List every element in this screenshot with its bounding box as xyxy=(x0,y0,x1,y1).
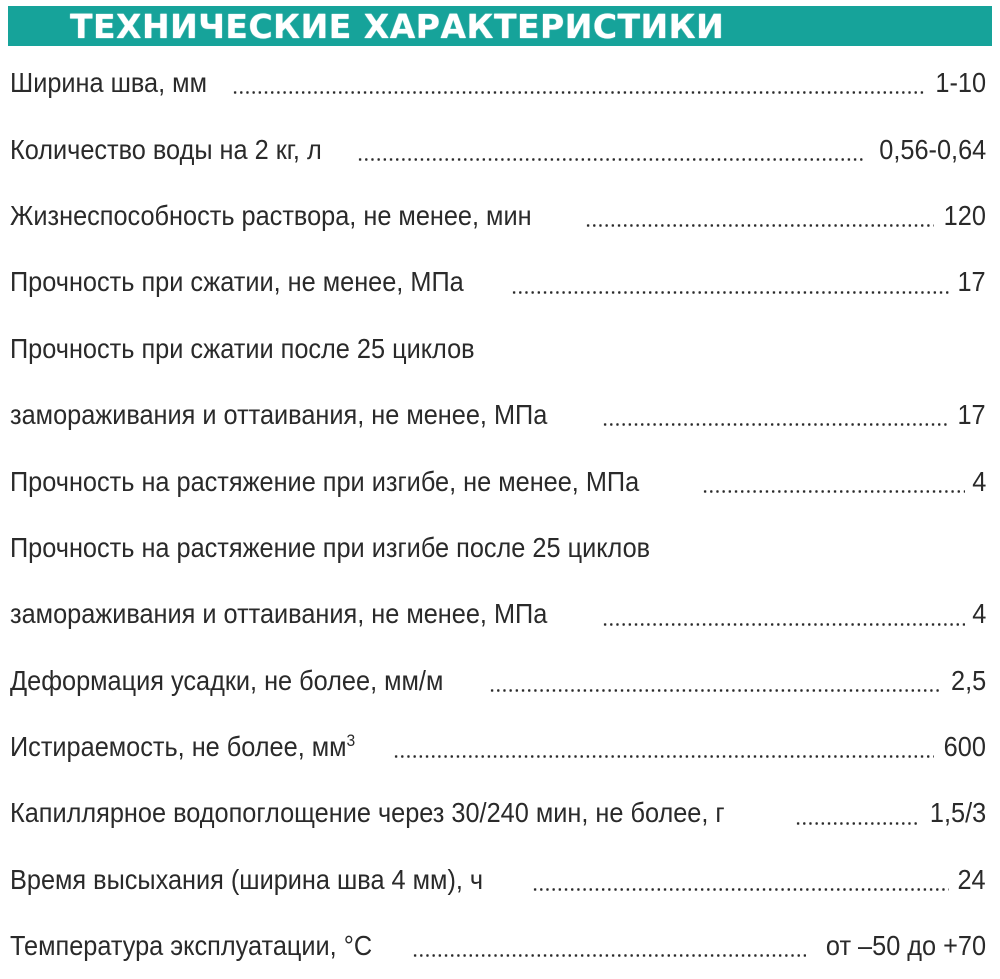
spec-value: 4 xyxy=(971,465,986,497)
spec-row-flexural-strength xyxy=(10,448,986,514)
spec-label-wrap xyxy=(10,730,355,764)
spec-value: 120 xyxy=(943,199,986,231)
spec-label: Количество воды на 2 кг, л xyxy=(10,133,322,165)
spec-value: 1-10 xyxy=(935,67,986,99)
spec-row-abrasion xyxy=(10,714,986,780)
spec-label: Истираемость, не более, мм xyxy=(10,731,347,763)
spec-label: Время высыхания (ширина шва 4 мм), ч xyxy=(10,863,484,895)
spec-label: Капиллярное водопоглощение через 30/240 мин, не более, г xyxy=(10,797,725,829)
dot-leader xyxy=(489,689,942,692)
spec-value: 4 xyxy=(971,598,986,630)
dot-leader xyxy=(393,755,934,758)
dot-leader xyxy=(795,822,919,825)
spec-label: Температура эксплуатации, °С xyxy=(10,930,373,962)
spec-row-pot-life xyxy=(10,183,986,249)
dot-leader xyxy=(232,91,925,94)
spec-row-operating-temperature xyxy=(10,913,986,979)
spec-label: замораживания и оттаивания, не менее, МПа xyxy=(10,399,548,431)
spec-label: Деформация усадки, не более, мм/м xyxy=(10,664,444,696)
spec-row-compressive-strength xyxy=(10,249,986,315)
spec-value: 1,5/3 xyxy=(929,797,986,829)
spec-row-water-amount xyxy=(10,116,986,182)
spec-value: 17 xyxy=(957,399,986,431)
dot-leader xyxy=(511,291,949,294)
section-title: ТЕХНИЧЕСКИЕ ХАРАКТЕРИСТИКИ xyxy=(70,7,725,46)
dot-leader xyxy=(602,423,949,426)
spec-row-joint-width xyxy=(10,50,986,116)
spec-row-drying-time xyxy=(10,847,986,913)
dot-leader xyxy=(412,954,806,957)
dot-leader xyxy=(702,490,965,493)
spec-label: Прочность на растяжение при изгибе, не менее, МПа xyxy=(10,465,640,497)
spec-label: Прочность при сжатии после 25 циклов xyxy=(10,332,475,364)
spec-label: замораживания и оттаивания, не менее, МПа xyxy=(10,598,548,630)
spec-label: Прочность на растяжение при изгибе после 25 циклов xyxy=(10,531,651,563)
spec-row-shrinkage xyxy=(10,648,986,714)
spec-value: 17 xyxy=(957,266,986,298)
specs-list xyxy=(10,50,986,979)
dot-leader xyxy=(585,224,934,227)
spec-row-flexural-strength-cycles-line2 xyxy=(10,581,986,647)
spec-row-capillary-absorption xyxy=(10,780,986,846)
section-header xyxy=(8,6,992,46)
spec-value: от –50 до +70 xyxy=(825,930,986,962)
spec-label: Жизнеспособность раствора, не менее, мин xyxy=(10,199,532,231)
dot-leader xyxy=(357,158,864,161)
unit-exponent: 3 xyxy=(346,730,356,750)
spec-row-compressive-strength-cycles-line2 xyxy=(10,382,986,448)
spec-value: 24 xyxy=(957,863,986,895)
dot-leader xyxy=(602,623,965,626)
spec-row-flexural-strength-cycles-line1 xyxy=(10,515,986,581)
spec-value: 600 xyxy=(943,731,986,763)
spec-label: Прочность при сжатии, не менее, МПа xyxy=(10,266,464,298)
spec-label: Ширина шва, мм xyxy=(10,67,207,99)
spec-value: 2,5 xyxy=(950,664,986,696)
spec-value: 0,56-0,64 xyxy=(879,133,986,165)
dot-leader xyxy=(532,888,949,891)
spec-row-compressive-strength-cycles-line1 xyxy=(10,316,986,382)
